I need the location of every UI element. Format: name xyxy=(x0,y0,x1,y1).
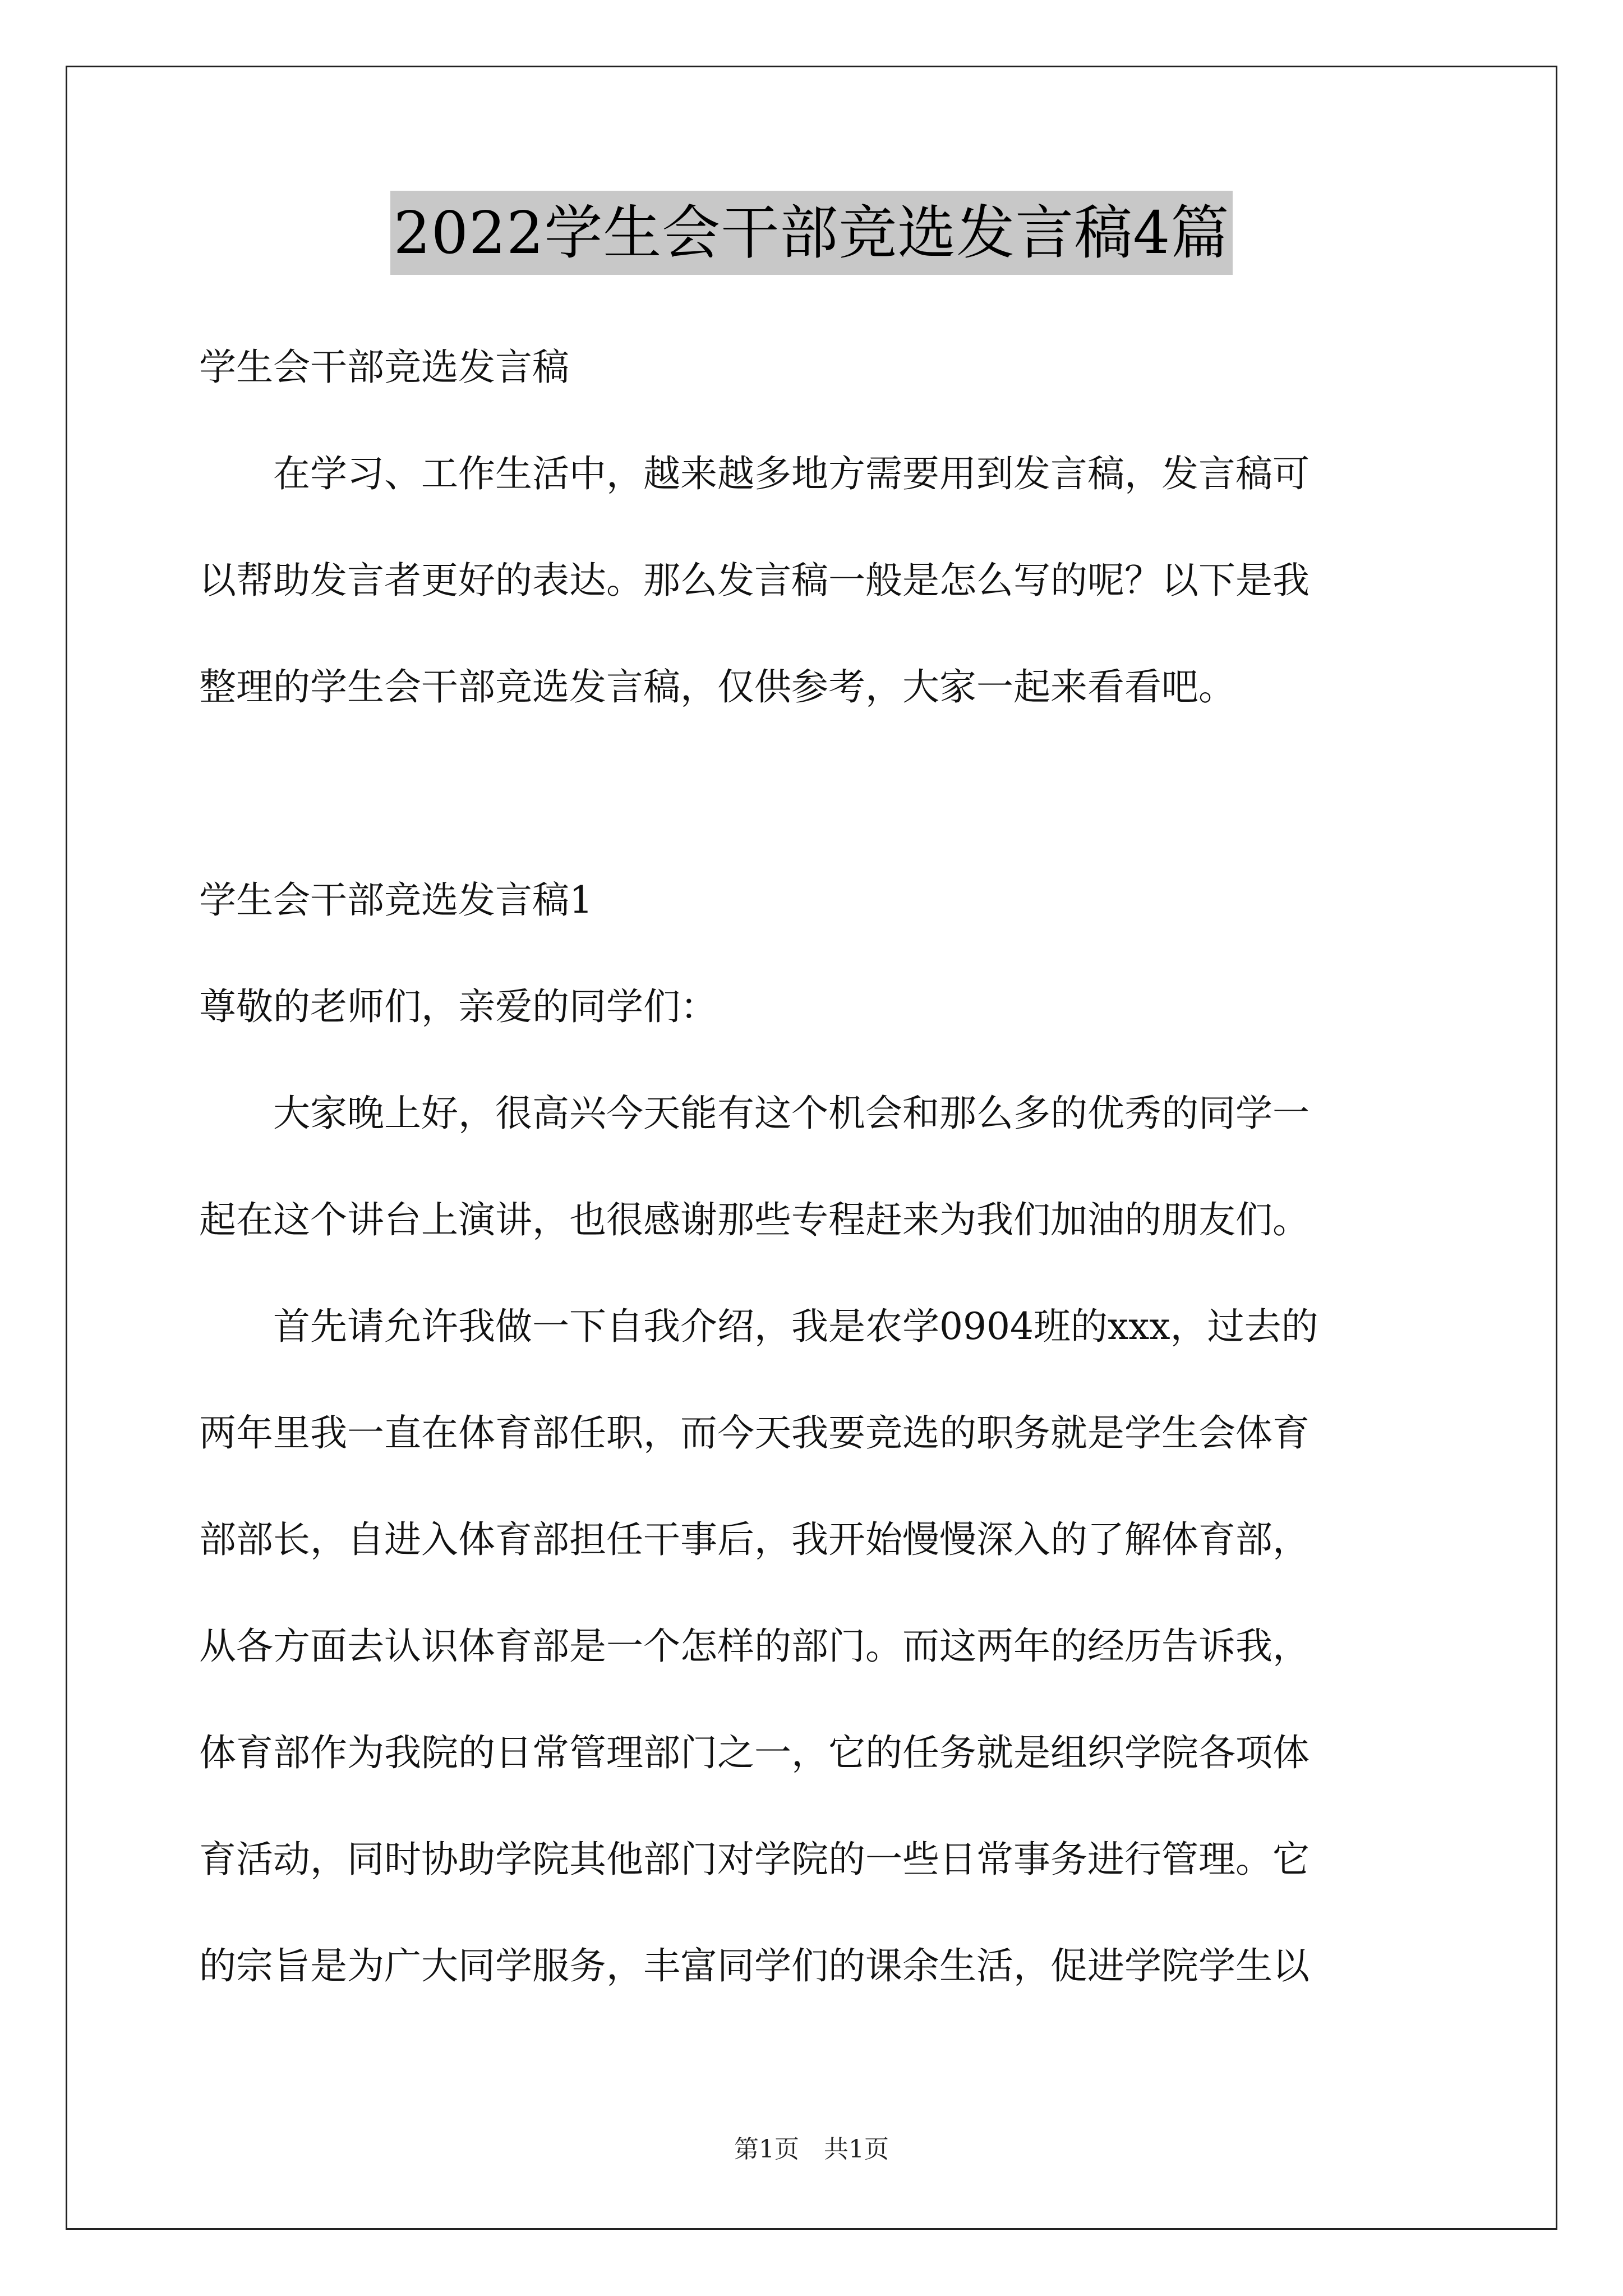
title-container xyxy=(0,191,1623,275)
section-heading: 学生会干部竞选发言稿 xyxy=(199,346,569,389)
document-body xyxy=(199,314,1433,2019)
paragraph-line: 的宗旨是为广大同学服务，丰富同学们的课余生活，促进学院学生以 xyxy=(199,1944,1310,1987)
paragraph-line: 从各方面去认识体育部是一个怎样的部门。而这两年的经历告诉我， xyxy=(199,1625,1310,1668)
paragraph-line: 部部长，自进入体育部担任干事后，我开始慢慢深入的了解体育部， xyxy=(199,1518,1310,1561)
paragraph-line: 整理的学生会干部竞选发言稿，仅供参考，大家一起来看看吧。 xyxy=(199,665,1235,708)
paragraph-line: 起在这个讲台上演讲，也很感谢那些专程赶来为我们加油的朋友们。 xyxy=(199,1198,1310,1241)
paragraph-line: 首先请允许我做一下自我介绍，我是农学0904班的xxx，过去的 xyxy=(199,1305,1318,1348)
paragraph-line: 大家晚上好，很高兴今天能有这个机会和那么多的优秀的同学一 xyxy=(199,1092,1310,1135)
paragraph-line: 育活动，同时协助学院其他部门对学院的一些日常事务进行管理。它 xyxy=(199,1838,1310,1881)
paragraph-line: 以帮助发言者更好的表达。那么发言稿一般是怎么写的呢？以下是我 xyxy=(199,559,1310,602)
page-footer: 第1页 共1页 xyxy=(734,2135,889,2164)
paragraph-line: 体育部作为我院的日常管理部门之一，它的任务就是组织学院各项体 xyxy=(199,1731,1310,1774)
section-heading: 学生会干部竞选发言稿1 xyxy=(199,878,593,922)
salutation-line: 尊敬的老师们，亲爱的同学们： xyxy=(199,985,717,1028)
paragraph-line: 在学习、工作生活中，越来越多地方需要用到发言稿，发言稿可 xyxy=(199,452,1310,495)
paragraph-line: 两年里我一直在体育部任职，而今天我要竞选的职务就是学生会体育 xyxy=(199,1411,1310,1455)
blank-gap xyxy=(199,740,1433,847)
document-title: 2022学生会干部竞选发言稿4篇 xyxy=(390,191,1233,275)
